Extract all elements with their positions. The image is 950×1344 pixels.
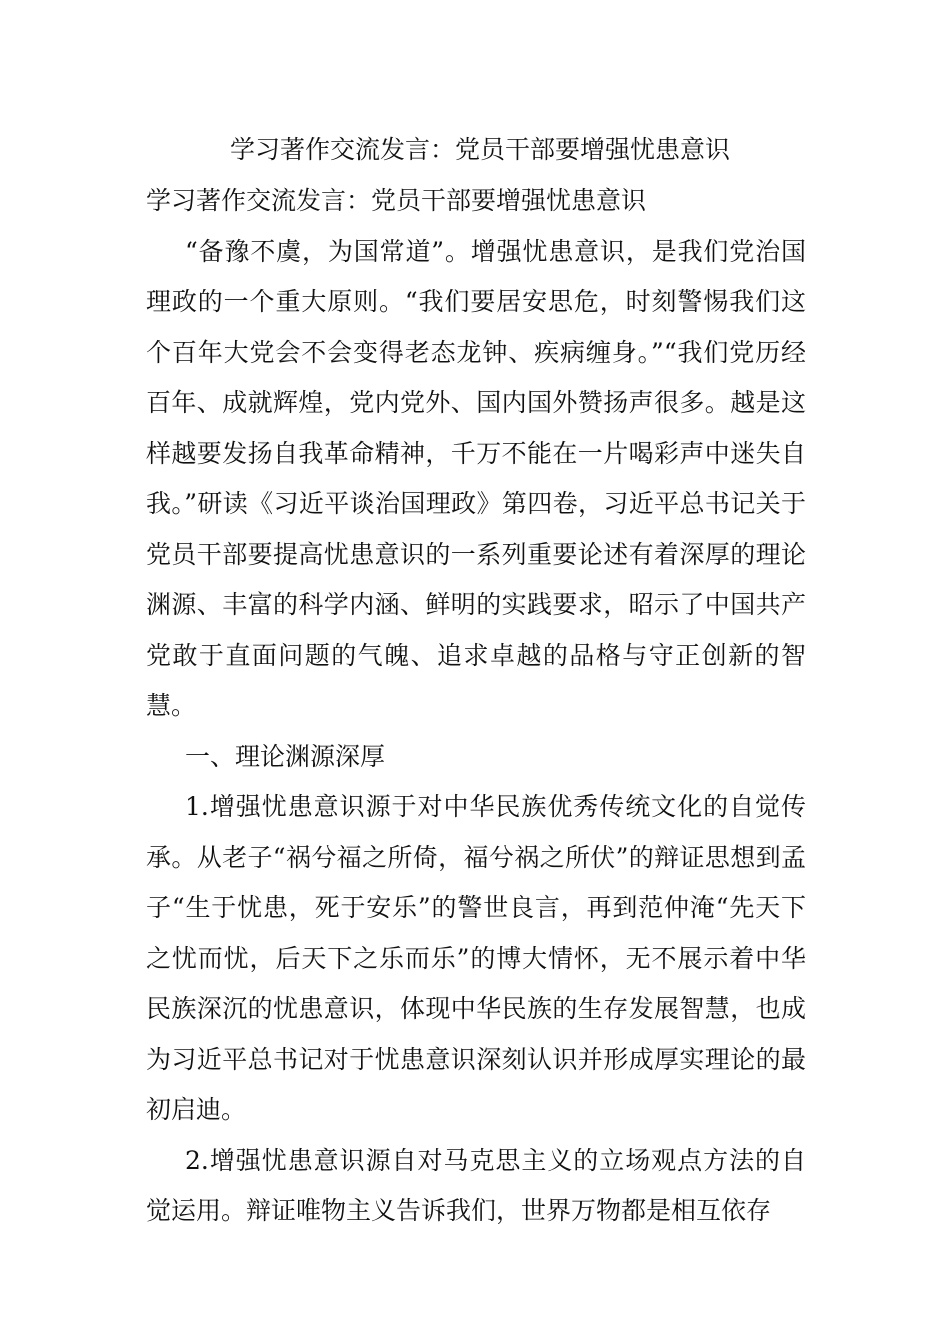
paragraph-point-2: 2.增强忧患意识源自对马克思主义的立场观点方法的自觉运用。辩证唯物主义告诉我们，世界万物都是相互依存 — [146, 1145, 806, 1225]
paragraph-point-1: 1.增强忧患意识源于对中华民族优秀传统文化的自觉传承。从老子“祸兮福之所倚，福兮祸之所伏”的辩证思想到孟子“生于忧患，死于安乐”的警世良言，再到范仲淹“先天下之忧而忧，后天下之乐而乐”的博大情怀，无不展示着中华民族深沉的忧患意识，体现中华民族的生存发展智慧，也成为习近平总书记对于忧患意识深刻认识并形成厚实理论的最初启迪。 — [146, 792, 806, 1124]
section-heading-1: 一、理论渊源深厚 — [185, 741, 386, 771]
document-subtitle: 学习著作交流发言：党员干部要增强忧患意识 — [146, 186, 647, 215]
paragraph-intro: “备豫不虞，为国常道”。增强忧患意识，是我们党治国理政的一个重大原则。“我们要居安思危，时刻警惕我们这个百年大党会不会变得老态龙钟、疾病缠身。”“我们党历经百年、成就辉煌，党内党外、国内国外赞扬声很多。越是这样越要发扬自我革命精神，千万不能在一片喝彩声中迷失自我。”研读《习近平谈治国理政》第四卷，习近平总书记关于党员干部要提高忧患意识的一系列重要论述有着深厚的理论渊源、丰富的科学内涵、鲜明的实践要求，昭示了中国共产党敢于直面问题的气魄、追求卓越的品格与守正创新的智慧。 — [146, 236, 806, 720]
document-body — [146, 176, 806, 1237]
document-title: 学习著作交流发言：党员干部要增强忧患意识 — [229, 135, 730, 164]
